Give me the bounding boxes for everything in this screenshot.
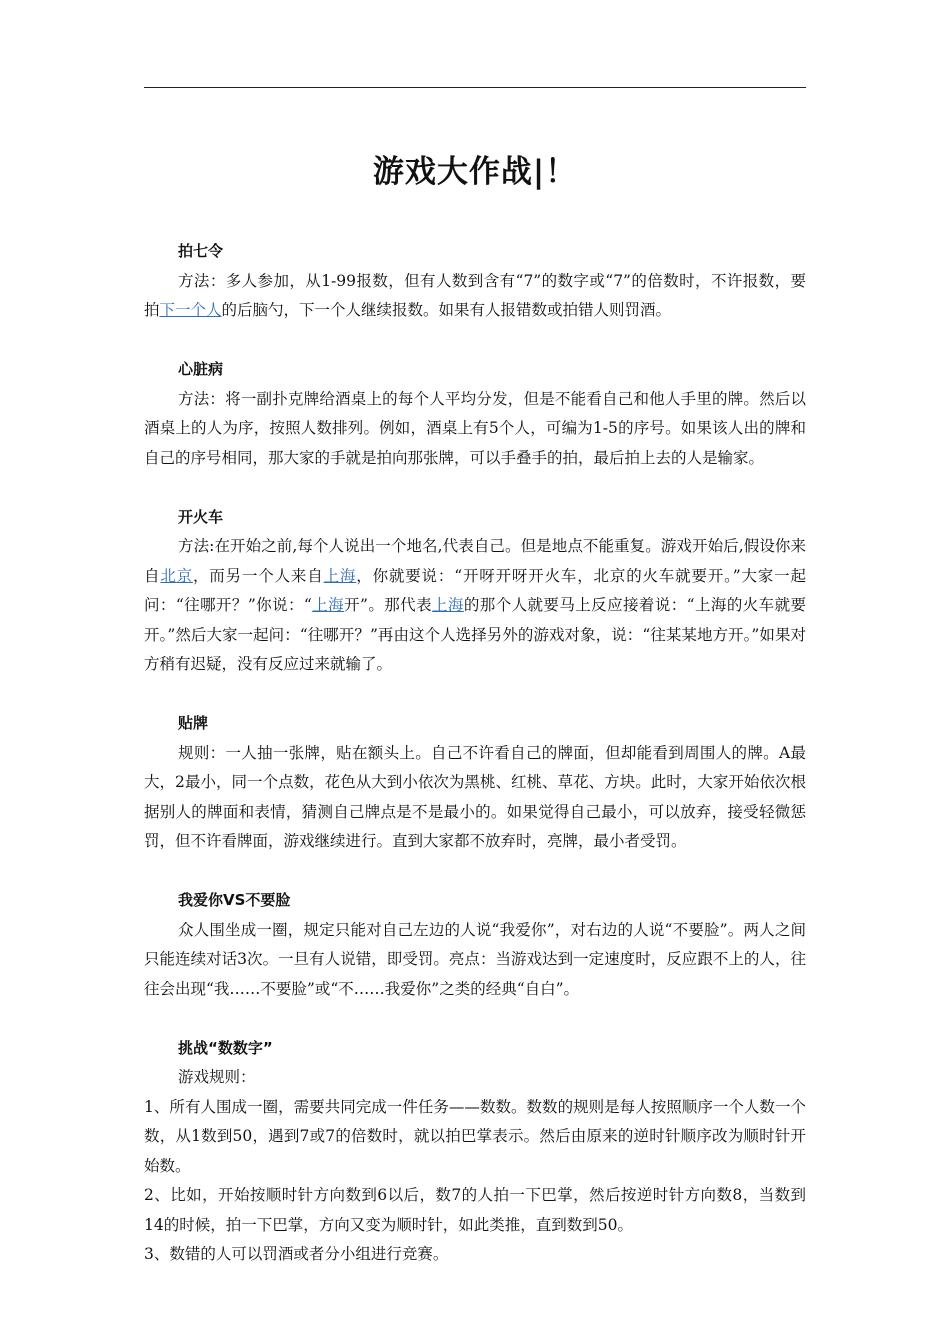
link-shanghai[interactable]: 上海: [323, 566, 357, 585]
section-wo-ai-ni: [144, 886, 806, 1004]
section-heading: 贴牌: [178, 714, 209, 732]
section-pai-qi-ling: [144, 237, 806, 326]
section-shu-shu-zi: [144, 1034, 806, 1270]
link-shanghai[interactable]: 上海: [432, 596, 464, 614]
section-heading: 心脏病: [178, 360, 224, 378]
section-paragraph: 众人围坐成一圈，规定只能对自己左边的人说“我爱你”，对右边的人说“不要脸”。两人之间只能连续对话3次。一旦有人说错，即受罚。亮点：当游戏达到一定速度时，反应跟不上的人，往往会出现“我……不要脸”或“不……我爱你”之类的经典“自白”。: [144, 920, 806, 998]
document-body: [144, 237, 806, 1299]
rule-item: 1、所有人围成一圈，需要共同完成一件任务——数数。数数的规则是每人按照顺序一个人数一个数，从1数到50，遇到7或7的倍数时，就以拍巴掌表示。然后由原来的逆时针顺序改为顺时针开始数。: [144, 1097, 806, 1175]
section-tie-pai: [144, 709, 806, 857]
section-heading: 拍七令: [178, 242, 224, 260]
section-paragraph: 方法：将一副扑克牌给酒桌上的每个人平均分发，但是不能看自己和他人手里的牌。然后以酒桌上的人为序，按照人数排列。例如，酒桌上有5个人，可编为1-5的序号。如果该人出的牌和自己的序号相同，那大家的手就是拍向那张牌，可以手叠手的拍，最后拍上去的人是输家。: [144, 389, 806, 467]
section-xin-zang-bing: [144, 355, 806, 473]
section-heading: 我爱你VS不要脸: [178, 891, 291, 909]
section-heading: 开火车: [178, 507, 224, 526]
section-heading: 挑战“数数字”: [178, 1038, 273, 1057]
rule-item: 3、数错的人可以罚酒或者分小组进行竞赛。: [144, 1245, 449, 1263]
page-title: 游戏大作战|！: [372, 154, 578, 190]
rule-item: 2、比如，开始按顺时针方向数到6以后，数7的人拍一下巴掌，然后按逆时针方向数8，当数到14的时候，拍一下巴掌，方向又变为顺时针，如此类推，直到数到50。: [144, 1186, 806, 1234]
header-rule: [144, 87, 806, 88]
section-paragraph: 规则：一人抽一张牌，贴在额头上。自己不许看自己的牌面，但却能看到周围人的牌。A最大，2最小，同一个点数，花色从大到小依次为黑桃、红桃、草花、方块。此时，大家开始依次根据别人的牌面和表情，猜测自己牌点是不是最小的。如果觉得自己最小，可以放弃，接受轻微惩罚，但不许看牌面，游戏继续进行。直到大家都不放弃时，亮牌，最小者受罚。: [144, 743, 806, 850]
section-kai-huo-che: [144, 503, 806, 680]
link-shanghai[interactable]: 上海: [311, 596, 345, 614]
rules-label: 游戏规则：: [178, 1068, 256, 1086]
section-paragraph: 方法:在开始之前,每个人说出一个地名,代表自己。但是地点不能重复。游戏开始后,假设你来自北京，而另一个人来自上海，你就要说：“开呀开呀开火车，北京的火车就要开。”大家一起问：“往哪开？”你说：“上海开”。那代表上海的那个人就要马上反应接着说：“上海的火车就要开。”然后大家一起问：“往哪开？”再由这个人选择另外的游戏对象，说：“往某某地方开。”如果对方稍有迟疑，没有反应过来就输了。: [144, 537, 806, 673]
link-next-person[interactable]: 下一个人: [159, 301, 222, 319]
section-paragraph: 方法：多人参加，从1-99报数，但有人数到含有“7”的数字或“7”的倍数时，不许报数，要拍下一个人的后脑勺，下一个人继续报数。如果有人报错数或拍错人则罚酒。: [144, 271, 806, 319]
link-beijing[interactable]: 北京: [160, 566, 193, 585]
